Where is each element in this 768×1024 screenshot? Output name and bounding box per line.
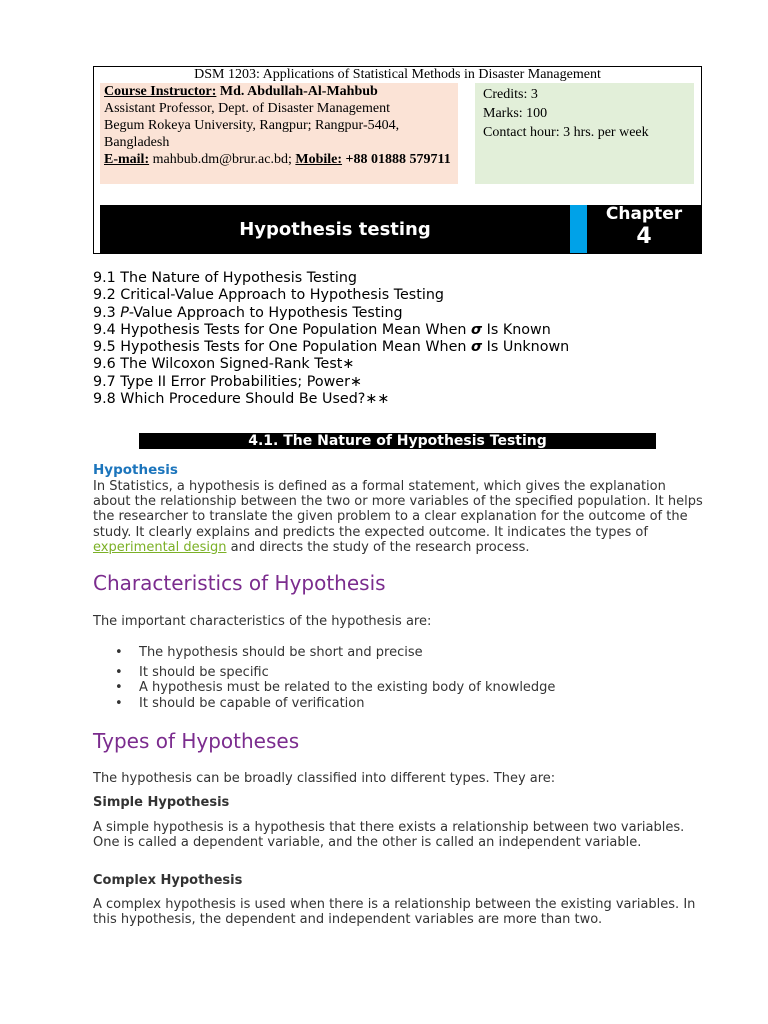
complex-hypothesis-paragraph: A complex hypothesis is used when there is a relationship between the existing variables. In this hypothesis, the dependent and independent variables are more than two. — [93, 897, 696, 927]
toc-number: 9.8 — [93, 391, 116, 408]
toc-item — [93, 322, 713, 339]
section-heading: 4.1. The Nature of Hypothesis Testing — [139, 433, 656, 449]
simple-hypothesis-heading: Simple Hypothesis — [93, 795, 230, 810]
course-title: DSM 1203: Applications of Statistical Methods in Disaster Management — [194, 67, 601, 82]
toc-text: Which Procedure Should Be Used?∗∗ — [120, 391, 390, 408]
characteristics-heading: Characteristics of Hypothesis — [93, 571, 386, 595]
hypothesis-heading: Hypothesis — [93, 462, 178, 478]
chapter-title-bar — [100, 205, 570, 253]
chapter-title: Hypothesis testing — [239, 218, 431, 240]
toc-symbol: P — [120, 304, 129, 321]
marks: Marks: 100 — [483, 106, 548, 121]
list-item — [93, 680, 713, 695]
hypothesis-text-before: In Statistics, a hypothesis is defined as a formal statement, which gives the explanation about the relationship between the two or more variables of the specified population. It helps the researcher to translate the given problem to a clear explanation for the outcome of the study. It clearly explains and predicts the expected outcome. It indicates the types of — [93, 479, 703, 540]
toc-number: 9.1 — [93, 270, 116, 286]
experimental-design-link[interactable]: experimental design — [93, 539, 227, 555]
toc-text: Hypothesis Tests for One Population Mean When — [120, 321, 471, 338]
mobile-value: +88 01888 579711 — [345, 152, 451, 167]
bullet-icon: • — [115, 680, 123, 696]
mobile-label: Mobile: — [295, 152, 343, 167]
list-item-text: It should be capable of verification — [139, 695, 365, 711]
list-item-text: A hypothesis must be related to the existing body of knowledge — [139, 680, 556, 696]
credits: Credits: 3 — [483, 87, 538, 102]
bullet-icon: • — [115, 695, 123, 711]
toc-item — [93, 287, 713, 304]
bullet-icon: • — [115, 645, 123, 660]
instructor-position: Assistant Professor, Dept. of Disaster Management — [104, 101, 390, 116]
toc-text-suffix: Is Known — [482, 321, 551, 338]
hypothesis-paragraph — [93, 479, 703, 555]
instructor-university: Begum Rokeya University, Rangpur; Rangpur-5404, Bangladesh — [104, 118, 400, 150]
toc-number: 9.2 — [93, 287, 116, 304]
toc-item — [93, 305, 713, 322]
email-value[interactable]: mahbub.dm@brur.ac.bd; — [152, 152, 292, 167]
toc-text-suffix: -Value Approach to Hypothesis Testing — [128, 304, 403, 321]
types-heading: Types of Hypotheses — [93, 729, 300, 753]
simple-hypothesis-paragraph: A simple hypothesis is a hypothesis that there exists a relationship between two variables. One is called a dependent variable, and the other is called an independent variable. — [93, 820, 685, 850]
toc-number: 9.6 — [93, 356, 116, 373]
toc-item — [93, 270, 713, 287]
characteristics-intro: The important characteristics of the hypothesis are: — [93, 614, 432, 629]
chapter-box — [587, 205, 701, 253]
toc-text: Type II Error Probabilities; Power∗ — [120, 373, 362, 390]
toc-text: Hypothesis Tests for One Population Mean When — [120, 339, 471, 356]
list-item — [93, 665, 713, 680]
list-item-text: The hypothesis should be short and precise — [139, 645, 423, 660]
instructor-info — [100, 83, 458, 184]
toc-number: 9.3 — [93, 304, 116, 321]
chapter-label: Chapter — [605, 204, 683, 224]
complex-hypothesis-heading: Complex Hypothesis — [93, 873, 243, 888]
toc-number: 9.4 — [93, 321, 116, 338]
instructor-label: Course Instructor: — [104, 84, 217, 99]
course-info — [475, 83, 694, 184]
toc-text: The Wilcoxon Signed-Rank Test∗ — [120, 356, 355, 373]
table-of-contents — [93, 270, 713, 408]
accent-strip — [570, 205, 587, 253]
toc-number: 9.7 — [93, 373, 116, 390]
toc-number: 9.5 — [93, 339, 116, 356]
toc-symbol: σ — [470, 321, 483, 338]
list-item-text: It should be specific — [139, 665, 269, 681]
hypothesis-text-after: and directs the study of the research process. — [226, 539, 530, 555]
toc-item — [93, 374, 713, 391]
email-label: E-mail: — [104, 152, 150, 167]
types-intro: The hypothesis can be broadly classified into different types. They are: — [93, 771, 556, 786]
chapter-number: 4 — [636, 224, 652, 249]
toc-item — [93, 391, 713, 408]
toc-text: The Nature of Hypothesis Testing — [120, 270, 357, 286]
toc-text-suffix: Is Unknown — [482, 339, 570, 356]
instructor-name: Md. Abdullah-Al-Mahbub — [219, 84, 378, 99]
characteristics-list — [93, 645, 713, 711]
toc-item — [93, 339, 713, 356]
bullet-icon: • — [115, 665, 123, 681]
toc-item — [93, 356, 713, 373]
list-item — [93, 645, 713, 660]
toc-text: Critical-Value Approach to Hypothesis Testing — [120, 287, 444, 304]
contact-hour: Contact hour: 3 hrs. per week — [483, 125, 649, 140]
list-item — [93, 696, 713, 711]
toc-symbol: σ — [470, 339, 483, 356]
